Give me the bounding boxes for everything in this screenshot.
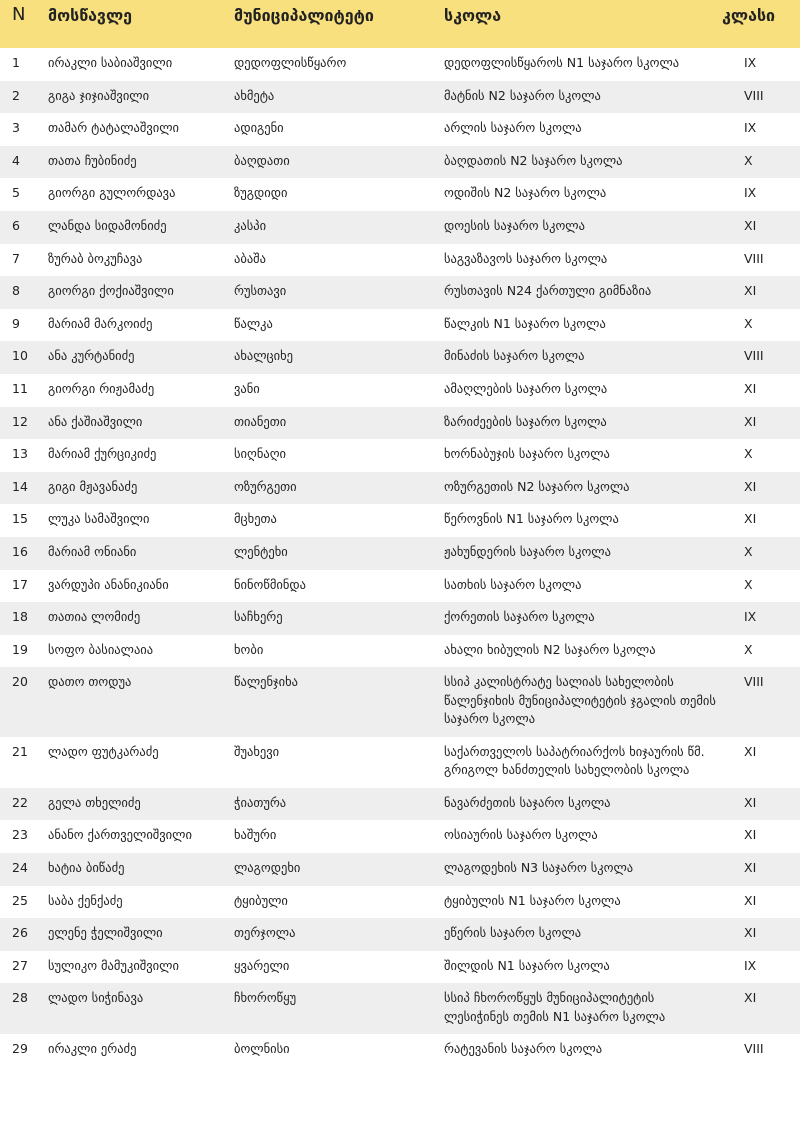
cell-student-name: ანანო ქართველიშვილი (48, 827, 192, 843)
header-class: კლასი (722, 6, 776, 25)
cell-student-name: ირაკლი საბიაშვილი (48, 55, 173, 70)
cell-school: რუსთავის N24 ქართული გიმნაზია (444, 283, 652, 299)
cell-municipality: ადიგენი (234, 120, 284, 136)
cell-school: მინაძის საჯარო სკოლა (444, 348, 585, 364)
cell-municipality: ლაგოდეხი (234, 859, 301, 875)
cell-class: XI (744, 990, 757, 1006)
cell-number: 8 (12, 283, 20, 299)
cell-number: 19 (12, 641, 28, 657)
cell-student-name: ვარდუპი ანანიკიანი (48, 576, 169, 592)
cell-class: VIII (744, 250, 764, 266)
cell-municipality: ხობი (234, 641, 264, 657)
cell-number: 14 (12, 478, 28, 494)
cell-municipality: ჩხოროწყუ (234, 990, 297, 1006)
table-row (0, 635, 800, 668)
cell-class: IX (744, 609, 757, 625)
cell-number: 5 (12, 185, 20, 201)
cell-student-name: ზურაბ ბოკუჩავა (48, 250, 143, 266)
table-row (0, 853, 800, 886)
cell-school: არლის საჯარო სკოლა (444, 120, 582, 136)
cell-school: საგვაზავოს საჯარო სკოლა (444, 250, 608, 266)
table-row (0, 983, 800, 1034)
cell-municipality: ყვარელი (234, 957, 290, 973)
cell-school: ხორნაბუჯის საჯარო სკოლა (444, 446, 610, 462)
cell-municipality: ოზურგეთი (234, 478, 297, 494)
cell-student-name: თათია ლომიძე (48, 609, 141, 625)
cell-number: 2 (12, 87, 20, 103)
cell-municipality: წალკა (234, 315, 273, 331)
header-number: N (12, 4, 26, 25)
cell-municipality: ვანი (234, 380, 260, 396)
cell-school: სსიპ ჩხოროწყუს მუნიციპალიტეტის ლესიჭინეს თემის N1 საჯარო სკოლა (444, 990, 666, 1024)
cell-number: 29 (12, 1041, 28, 1057)
table-row (0, 918, 800, 951)
cell-school: რატევანის საჯარო სკოლა (444, 1041, 603, 1057)
cell-municipality: ხაშური (234, 827, 277, 843)
cell-number: 13 (12, 446, 28, 462)
cell-student-name: სულიკო მამუკიშვილი (48, 957, 179, 973)
cell-student-name: გიორგი გულორდავა (48, 185, 176, 201)
cell-municipality: ახმეტა (234, 87, 275, 103)
cell-municipality: თერჯოლა (234, 925, 296, 941)
table-body (0, 48, 800, 1067)
cell-student-name: ლადო ფუტკარაძე (48, 743, 159, 759)
table-row (0, 178, 800, 211)
cell-school: ოსიაურის საჯარო სკოლა (444, 827, 598, 843)
cell-class: IX (744, 120, 757, 136)
cell-number: 10 (12, 348, 28, 364)
cell-class: XI (744, 478, 757, 494)
cell-student-name: ირაკლი ერაძე (48, 1041, 137, 1057)
cell-student-name: ელენე ჭელიშვილი (48, 925, 163, 941)
table-row (0, 1034, 800, 1067)
table-row (0, 341, 800, 374)
cell-student-name: მარიამ ონიანი (48, 543, 137, 559)
cell-school: მატნის N2 საჯარო სკოლა (444, 87, 601, 103)
cell-number: 27 (12, 957, 28, 973)
table-row (0, 788, 800, 821)
cell-class: XI (744, 511, 757, 527)
table-row (0, 211, 800, 244)
cell-student-name: ლუკა სამაშვილი (48, 511, 150, 527)
cell-student-name: გელა თხელიძე (48, 794, 141, 810)
cell-municipality: აბაშა (234, 250, 266, 266)
cell-school: დედოფლისწყაროს N1 საჯარო სკოლა (444, 55, 680, 70)
cell-class: X (744, 446, 753, 462)
cell-school: ეწერის საჯარო სკოლა (444, 925, 582, 941)
table-row (0, 472, 800, 505)
cell-number: 28 (12, 990, 28, 1006)
cell-class: XI (744, 217, 757, 233)
cell-class: XI (744, 892, 757, 908)
table-row (0, 81, 800, 114)
cell-school: ახალი ხიბულის N2 საჯარო სკოლა (444, 641, 656, 657)
table-row (0, 146, 800, 179)
cell-school: ლაგოდეხის N3 საჯარო სკოლა (444, 859, 634, 875)
cell-student-name: დათო თოდუა (48, 674, 132, 690)
cell-number: 16 (12, 543, 28, 559)
cell-number: 12 (12, 413, 28, 429)
cell-class: VIII (744, 674, 764, 690)
table-row (0, 439, 800, 472)
cell-school: ზარიძეების საჯარო სკოლა (444, 413, 607, 429)
cell-number: 11 (12, 380, 28, 396)
cell-number: 25 (12, 892, 28, 908)
table-row (0, 820, 800, 853)
cell-school: ამაღლების საჯარო სკოლა (444, 380, 608, 396)
cell-municipality: მცხეთა (234, 511, 277, 527)
cell-class: IX (744, 185, 757, 201)
cell-student-name: ხატია ბიწაძე (48, 859, 125, 875)
cell-student-name: გიორგი ქოქიაშვილი (48, 283, 174, 299)
cell-class: X (744, 152, 753, 168)
header-student: მოსწავლე (48, 6, 133, 25)
table-row (0, 309, 800, 342)
cell-student-name: მარიამ ქურციკიძე (48, 446, 157, 462)
table-row (0, 504, 800, 537)
cell-class: X (744, 543, 753, 559)
cell-municipality: ზუგდიდი (234, 185, 288, 201)
cell-municipality: ნინოწმინდა (234, 576, 306, 592)
cell-school: სსიპ კალისტრატე სალიას სახელობის წალენჯიხის მუნიციპალიტეტის ჯგალის თემის საჯარო სკოლა (444, 674, 716, 727)
cell-school: ჟახუნდერის საჯარო სკოლა (444, 543, 611, 559)
cell-municipality: საჩხერე (234, 609, 283, 625)
table-row (0, 951, 800, 984)
cell-municipality: ჭიათურა (234, 794, 287, 810)
cell-number: 18 (12, 609, 28, 625)
cell-class: X (744, 315, 753, 331)
cell-student-name: ლადო სიჭინავა (48, 990, 144, 1006)
cell-municipality: წალენჯიხა (234, 674, 299, 690)
cell-school: ქორეთის საჯარო სკოლა (444, 609, 595, 625)
table-row (0, 113, 800, 146)
cell-student-name: თამარ ტატალაშვილი (48, 120, 179, 136)
cell-class: X (744, 641, 753, 657)
cell-school: ოზურგეთის N2 საჯარო სკოლა (444, 478, 630, 494)
cell-student-name: სოფო ბასიალაია (48, 641, 154, 657)
cell-student-name: გიორგი რიჟამაძე (48, 380, 155, 396)
cell-school: ოდიშის N2 საჯარო სკოლა (444, 185, 607, 201)
cell-class: XI (744, 925, 757, 941)
table-row (0, 244, 800, 277)
cell-class: XI (744, 283, 757, 299)
cell-class: IX (744, 957, 757, 973)
table-row (0, 276, 800, 309)
cell-class: XI (744, 380, 757, 396)
cell-class: XI (744, 413, 757, 429)
cell-municipality: ბაღდათი (234, 152, 290, 168)
cell-class: VIII (744, 87, 764, 103)
cell-municipality: ტყიბული (234, 892, 288, 908)
cell-municipality: შუახევი (234, 743, 280, 759)
cell-municipality: ლენტეხი (234, 543, 288, 559)
cell-student-name: გიგა ჯიჯიაშვილი (48, 87, 150, 103)
table-row (0, 886, 800, 919)
cell-class: XI (744, 859, 757, 875)
cell-municipality: ბოლნისი (234, 1041, 290, 1057)
header-municipality: მუნიციპალიტეტი (234, 6, 374, 25)
cell-class: XI (744, 743, 757, 759)
cell-number: 17 (12, 576, 28, 592)
cell-school: წეროვნის N1 საჯარო სკოლა (444, 511, 619, 527)
cell-student-name: ლანდა სიდამონიძე (48, 217, 167, 233)
cell-class: VIII (744, 348, 764, 364)
cell-number: 9 (12, 315, 20, 331)
table-header-row (0, 0, 800, 48)
cell-class: XI (744, 827, 757, 843)
cell-class: XI (744, 794, 757, 810)
cell-school: შილდის N1 საჯარო სკოლა (444, 957, 610, 973)
cell-class: VIII (744, 1041, 764, 1057)
cell-student-name: ანა ქაშიაშვილი (48, 413, 143, 429)
cell-school: სათხის საჯარო სკოლა (444, 576, 582, 592)
cell-number: 22 (12, 794, 28, 810)
table-row (0, 537, 800, 570)
table-row (0, 407, 800, 440)
cell-municipality: თიანეთი (234, 413, 287, 429)
cell-school: წალკის N1 საჯარო სკოლა (444, 315, 606, 331)
cell-school: ნავარძეთის საჯარო სკოლა (444, 794, 611, 810)
table-row (0, 570, 800, 603)
cell-number: 24 (12, 859, 28, 875)
cell-school: ბაღდათის N2 საჯარო სკოლა (444, 152, 623, 168)
cell-school: დოესის საჯარო სკოლა (444, 217, 585, 233)
cell-student-name: ანა კურტანიძე (48, 348, 135, 364)
table-row (0, 48, 800, 81)
table-row (0, 374, 800, 407)
cell-student-name: გიგი მჟავანაძე (48, 478, 138, 494)
table-row (0, 667, 800, 737)
cell-municipality: დედოფლისწყარო (234, 55, 347, 70)
table-row (0, 737, 800, 788)
cell-number: 6 (12, 217, 20, 233)
cell-number: 20 (12, 674, 28, 690)
cell-number: 7 (12, 250, 20, 266)
header-school: სკოლა (444, 6, 502, 25)
table-row (0, 602, 800, 635)
cell-number: 15 (12, 511, 28, 527)
cell-municipality: ახალციხე (234, 348, 294, 364)
cell-class: IX (744, 55, 757, 70)
cell-number: 26 (12, 925, 28, 941)
cell-number: 4 (12, 152, 20, 168)
cell-school: ტყიბულის N1 საჯარო სკოლა (444, 892, 621, 908)
cell-municipality: სიღნაღი (234, 446, 287, 462)
cell-student-name: მარიამ მარკოიძე (48, 315, 153, 331)
cell-student-name: თათა ჩუბინიძე (48, 152, 137, 168)
cell-number: 23 (12, 827, 28, 843)
cell-number: 1 (12, 55, 20, 70)
cell-student-name: საბა ქენქაძე (48, 892, 123, 908)
cell-class: X (744, 576, 753, 592)
cell-number: 21 (12, 743, 28, 759)
cell-number: 3 (12, 120, 20, 136)
cell-municipality: რუსთავი (234, 283, 287, 299)
cell-municipality: კასპი (234, 217, 267, 233)
cell-school: საქართველოს საპატრიარქოს ხიჯაურის წმ. გრიგოლ ხანძთელის სახელობის სკოლა (444, 743, 705, 778)
